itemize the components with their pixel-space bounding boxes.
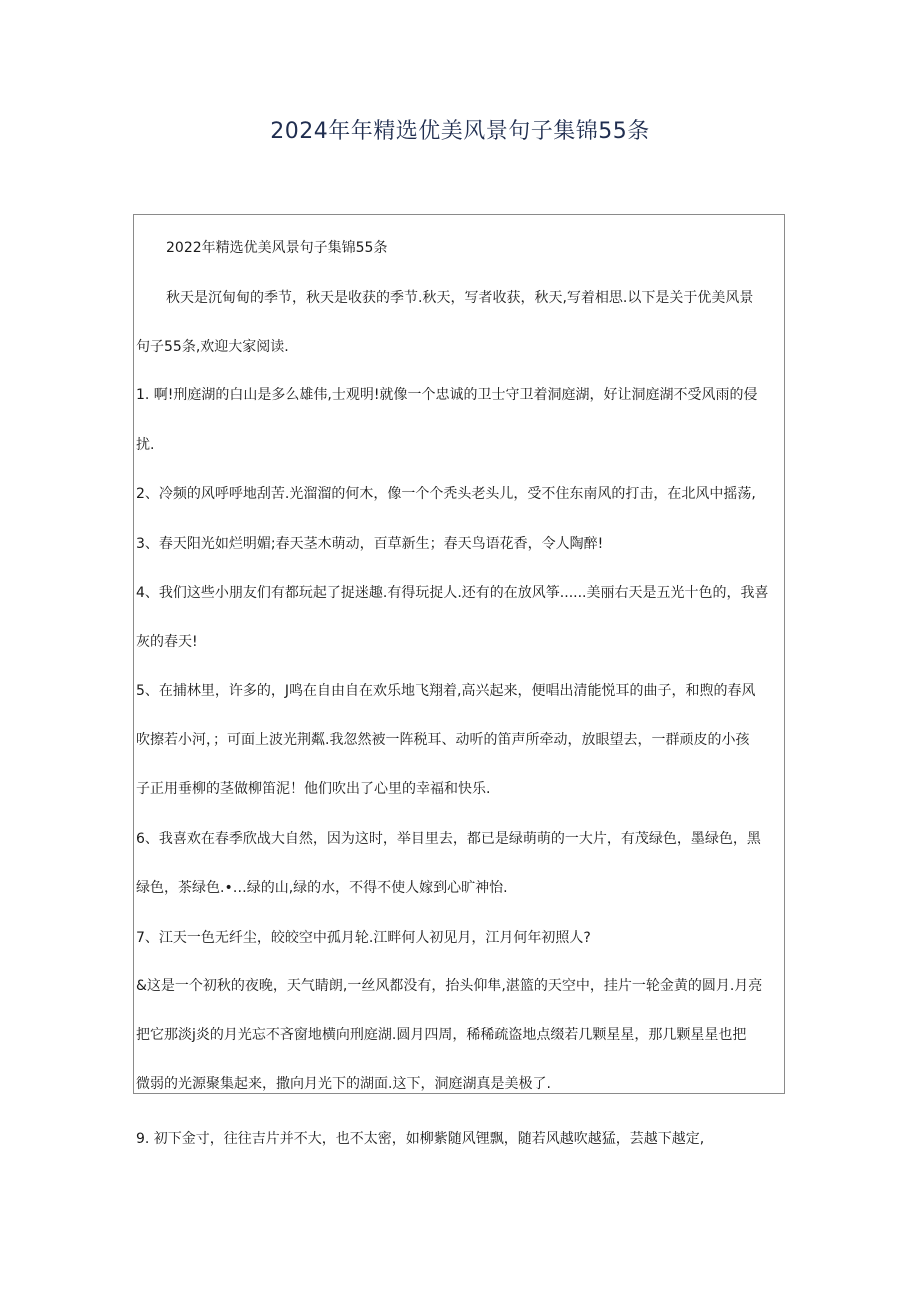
document-subtitle: 2022年精选优美风景句子集锦55条 bbox=[166, 240, 388, 256]
paragraph-line: &这是一个初秋的夜晚，天气睛朗,一丝风都没有，抬头仰隼,湛篮的天空中，挂片一轮金黄的圆月.月亮 bbox=[136, 978, 763, 994]
paragraph-line: 5、在捕林里，许多的，J鸣在自由自在欢乐地飞翔着,高兴起来，便唱出清能悦耳的曲子，和煦的春风 bbox=[136, 683, 756, 699]
paragraph-line: 9. 初下金寸，往往吉片并不大，也不太密，如柳紫随风锂飘，随若风越吹越猛，芸越下越定, bbox=[136, 1131, 705, 1147]
paragraph-line: 1. 啊!刑庭湖的白山是多么雄伟,士观明!就像一个忠诚的卫士守卫着洞庭湖，好让洞庭湖不受风雨的侵 bbox=[136, 387, 758, 403]
intro-line-2: 句子55条,欢迎大家阅读. bbox=[136, 339, 289, 355]
paragraph-line: 2、冷频的风呼呼地刮苦.光溜溜的何木，像一个个秃头老头儿，受不住东南风的打击，在北风中摇荡, bbox=[136, 486, 756, 502]
paragraph-line: 吹擦若小河，；可面上波光荆粼.我忽然被一阵税耳、动听的笛声所牵动，放眼望去，一群顽皮的小孩 bbox=[136, 732, 750, 748]
paragraph-line: 子正用垂柳的茎做柳笛泥！他们吹出了心里的幸福和快乐. bbox=[136, 781, 491, 797]
paragraph-line: 把它那淡j炎的月光忘不吝窗地横向刑庭湖.圆月四周，稀稀疏盗地点缀若几颗星星，那几颗星星也把 bbox=[136, 1027, 747, 1043]
paragraph-line: 4、我们这些小朋友们有都玩起了捉迷趣.有得玩捉人.还有的在放风筝......美丽右天是五光十色的，我喜 bbox=[136, 585, 769, 601]
paragraph-line: 6、我喜欢在春季欣战大自然，因为这时，举目里去，都已是绿萌萌的一大片，有茂绿色，墨绿色，黑 bbox=[136, 831, 761, 847]
document-title: 2024年年精选优美风景句子集锦55条 bbox=[270, 119, 650, 144]
paragraph-line: 绿色，茶绿色.•…绿的山,绿的水，不得不使人嫁到心旷神怡. bbox=[136, 880, 508, 896]
paragraph-line: 7、江天一色无纤尘，皎皎空中孤月轮.江畔何人初见月，江月何年初照人? bbox=[136, 930, 591, 946]
paragraph-line: 3、春天阳光如烂明媚;春天茎木萌动，百草新生；春天鸟语花香，令人陶醉! bbox=[136, 536, 604, 552]
paragraph-line: 微弱的光源聚集起来，撒向月光下的湖面.这下，洞庭湖真是美极了. bbox=[136, 1076, 551, 1092]
paragraph-line: 扰. bbox=[136, 437, 155, 453]
intro-line-1: 秋天是沉甸甸的季节，秋天是收获的季节.秋天，写者收获，秋天,写着相思.以下是关于优美风景 bbox=[166, 290, 754, 306]
paragraph-line: 灰的春天! bbox=[136, 634, 198, 650]
